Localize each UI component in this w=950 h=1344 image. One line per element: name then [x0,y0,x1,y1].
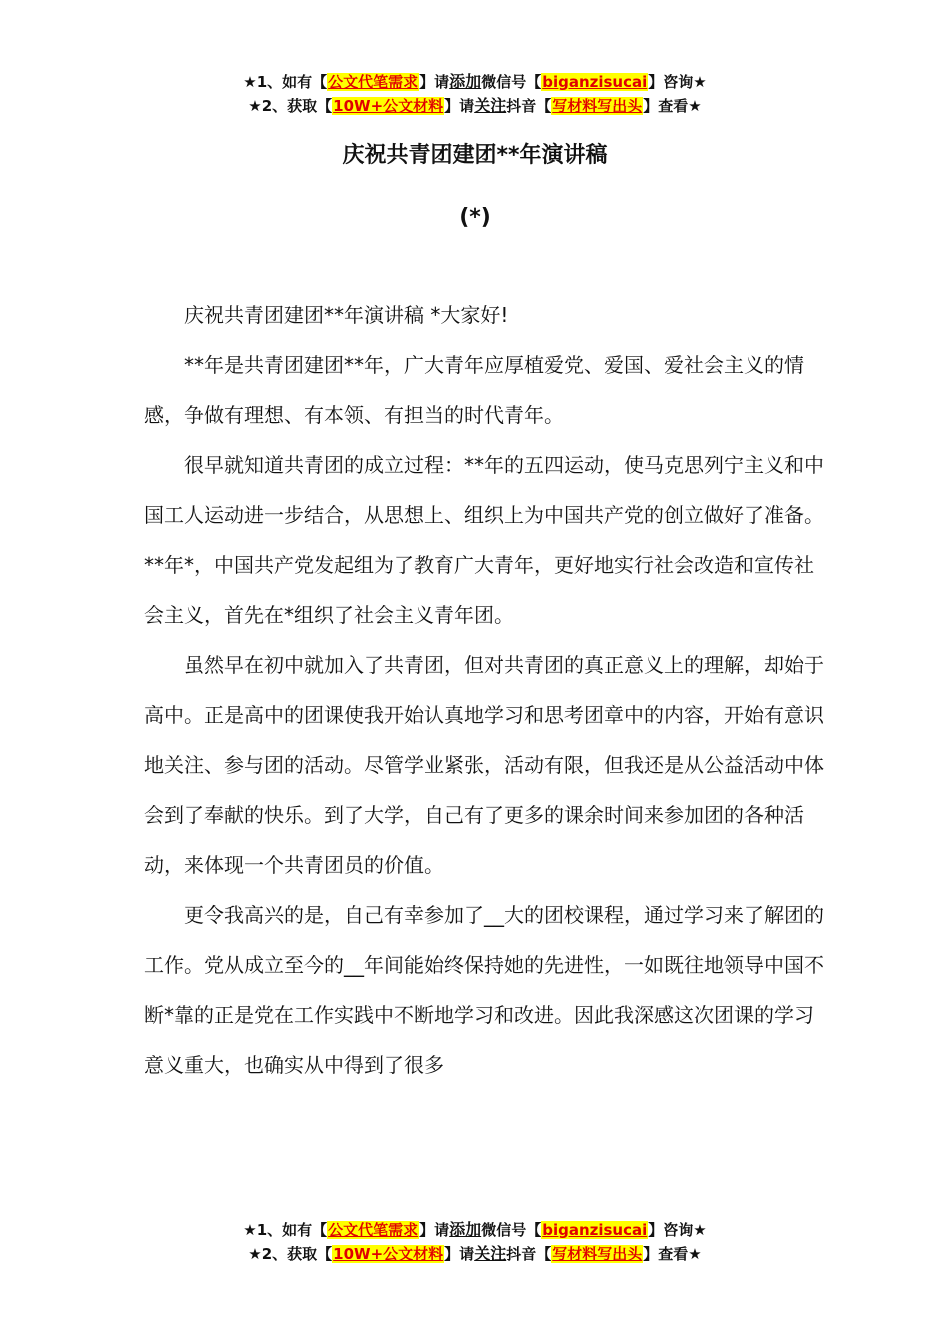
document-body [144,290,824,1090]
highlight-materials: 10W+公文材料 [333,97,444,115]
banner-emphasis: 关注 [474,96,507,115]
paragraph: 更令我高兴的是，自己有幸参加了__大的团校课程，通过学习来了解团的工作。党从成立至今的__年间能始终保持她的先进性，一如既往地领导中国不断*靠的正是党在工作实践中不断地学习和改进。因此我深感这次团课的学习意义重大，也确实从中得到了很多 [144,903,824,1077]
footer-banner [0,1218,950,1266]
highlight-wechat-id: biganzisucai [542,73,648,91]
title-block [0,140,950,234]
banner-text: 】请 [419,73,450,91]
document-subtitle: (*) [459,205,491,230]
banner-line-2 [0,94,950,118]
banner-text: 】请 [419,1221,450,1239]
banner-text: 】查看 [643,97,689,115]
highlight-materials: 10W+公文材料 [333,1245,444,1263]
paragraph: 很早就知道共青团的成立过程：**年的五四运动，使马克思列宁主义和中国工人运动进一步结合，从思想上、组织上为中国共产党的创立做好了准备。**年*，中国共产党发起组为了教育广大青年，更好地实行社会改造和宣传社会主义，首先在*组织了社会主义青年团。 [144,453,824,627]
document-title: 庆祝共青团建团**年演讲稿 [342,143,608,168]
banner-text: 】咨询 [648,73,694,91]
star-icon: ★ [693,73,707,91]
banner-text: 】查看 [643,1245,689,1263]
highlight-service: 公文代笔需求 [328,1221,419,1239]
banner-emphasis: 添加 [449,72,482,91]
banner-text: 1、如有【 [256,73,328,91]
star-icon: ★ [248,97,262,115]
banner-line-2 [0,1242,950,1266]
banner-text: 微信号【 [481,73,542,91]
star-icon: ★ [688,97,702,115]
highlight-wechat-id: biganzisucai [542,1221,648,1239]
highlight-douyin-account: 写材料写出头 [552,1245,643,1263]
highlight-douyin-account: 写材料写出头 [552,97,643,115]
star-icon: ★ [243,73,257,91]
banner-text: 1、如有【 [256,1221,328,1239]
banner-text: 抖音【 [506,97,552,115]
banner-text: 微信号【 [481,1221,542,1239]
paragraph: **年是共青团建团**年，广大青年应厚植爱党、爱国、爱社会主义的情感，争做有理想、有本领、有担当的时代青年。 [144,353,804,427]
banner-line-1 [0,1218,950,1242]
banner-line-1 [0,70,950,94]
star-icon: ★ [693,1221,707,1239]
banner-text: 抖音【 [506,1245,552,1263]
banner-text: 2、获取【 [261,1245,333,1263]
banner-emphasis: 关注 [474,1244,507,1263]
paragraph: 虽然早在初中就加入了共青团，但对共青团的真正意义上的理解，却始于高中。正是高中的团课使我开始认真地学习和思考团章中的内容，开始有意识地关注、参与团的活动。尽管学业紧张，活动有限，但我还是从公益活动中体会到了奉献的快乐。到了大学，自己有了更多的课余时间来参加团的各种活动，来体现一个共青团员的价值。 [144,653,824,877]
banner-text: 】请 [444,97,475,115]
paragraph: 庆祝共青团建团**年演讲稿 *大家好! [184,303,509,327]
banner-text: 】请 [444,1245,475,1263]
star-icon: ★ [243,1221,257,1239]
star-icon: ★ [688,1245,702,1263]
banner-text: 】咨询 [648,1221,694,1239]
banner-emphasis: 添加 [449,1220,482,1239]
banner-text: 2、获取【 [261,97,333,115]
star-icon: ★ [248,1245,262,1263]
header-banner [0,70,950,118]
highlight-service: 公文代笔需求 [328,73,419,91]
